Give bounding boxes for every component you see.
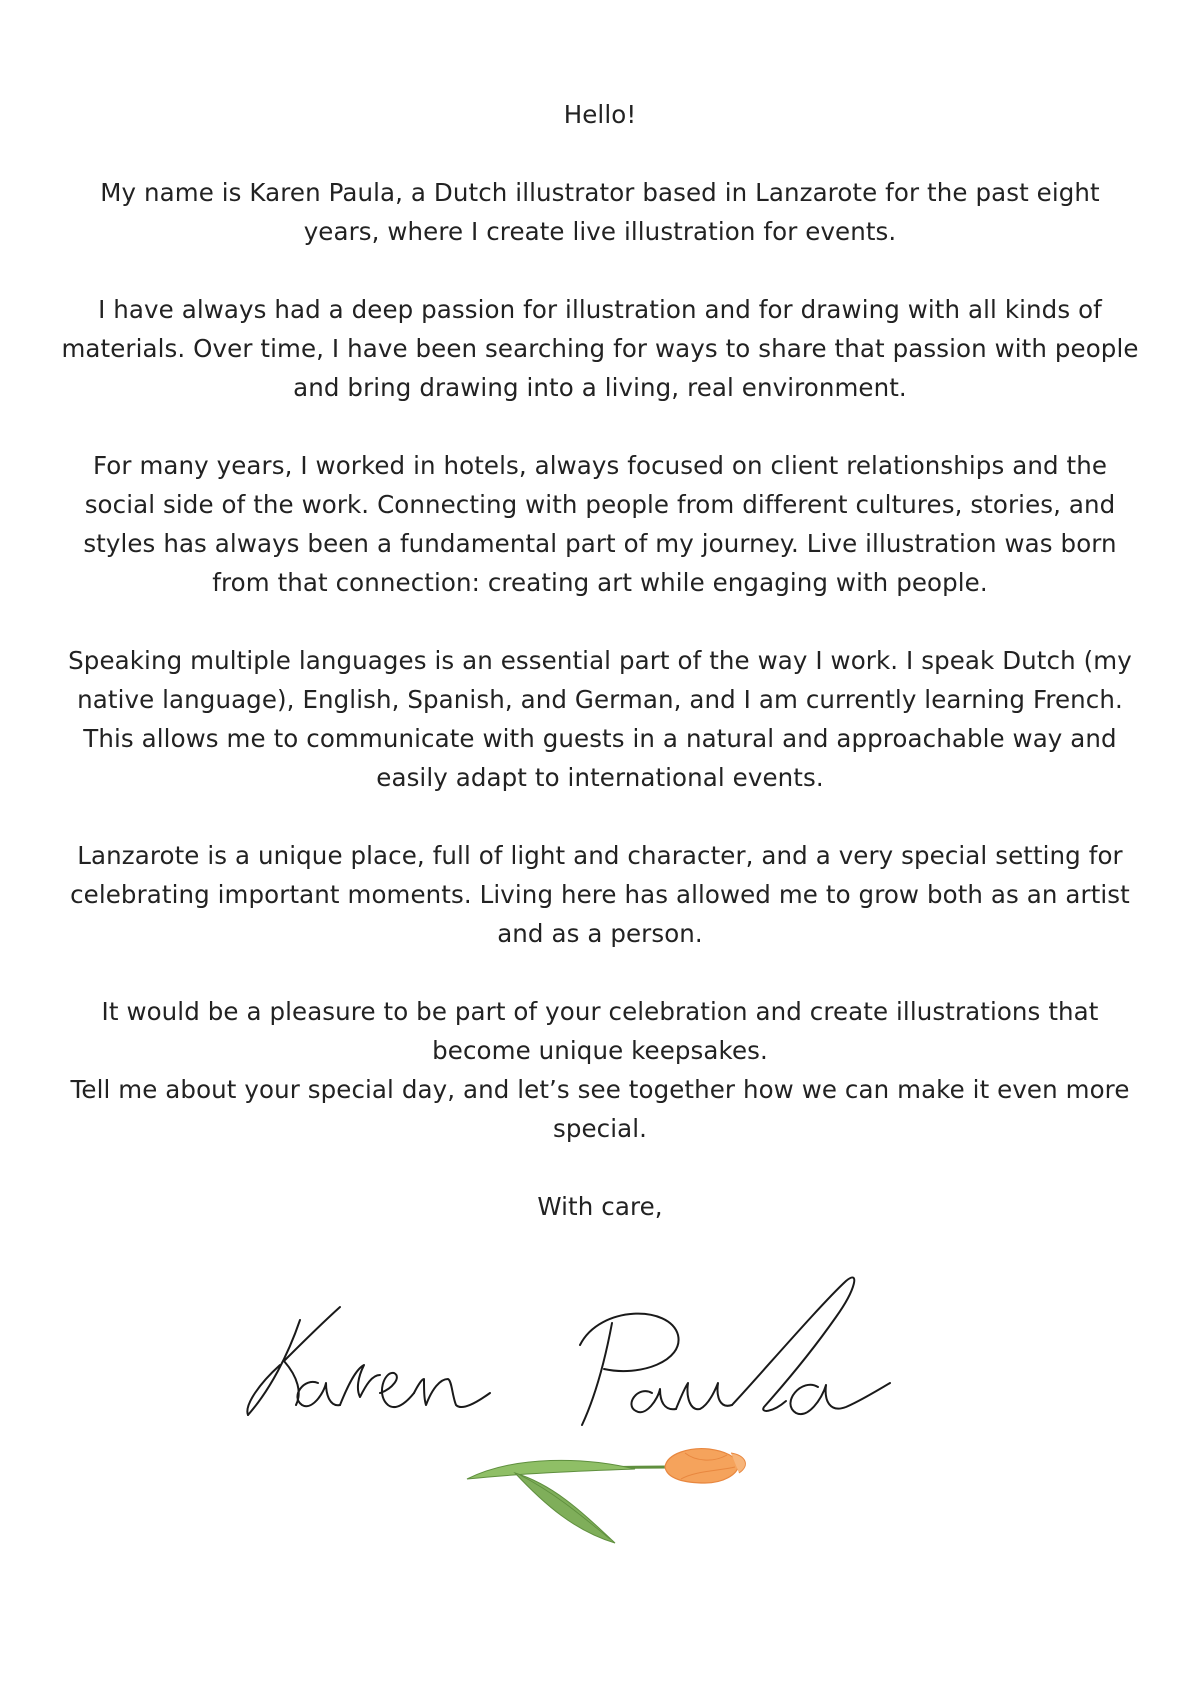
paragraph-passion: I have always had a deep passion for illustration and for drawing with all kinds of materials. Over time, I have been searching for ways to share that passion with people and bring drawing into a living, real environment. — [61, 295, 1139, 402]
signature-image — [240, 1265, 960, 1435]
greeting: Hello! — [563, 100, 637, 129]
paragraph-hotels: For many years, I worked in hotels, always focused on client relationships and the social side of the work. Connecting with people from different cultures, stories, and styles has always been a fundamental part of my journey. Live illustration was born from that connection: creating art while engaging with people. — [83, 451, 1117, 597]
paragraph-languages: Speaking multiple languages is an essential part of the way I work. I speak Dutch (my native language), English, Spanish, and German, and I am currently learning French. This allows me to communicate with guests in a natural and approachable way and easily adapt to international events. — [68, 646, 1132, 792]
letter-body — [60, 95, 1140, 1226]
paragraph-intro: My name is Karen Paula, a Dutch illustrator based in Lanzarote for the past eight years, where I create live illustration for events. — [100, 178, 1100, 246]
tulip-icon — [455, 1445, 755, 1545]
paragraph-invitation: Tell me about your special day, and let’s see together how we can make it even more special. — [70, 1075, 1130, 1143]
paragraph-lanzarote: Lanzarote is a unique place, full of light and character, and a very special setting for celebrating important moments. Living here has allowed me to grow both as an artist and as a person. — [70, 841, 1130, 948]
closing: With care, — [537, 1192, 663, 1221]
paragraph-celebration: It would be a pleasure to be part of your celebration and create illustrations that become unique keepsakes. — [101, 997, 1099, 1065]
